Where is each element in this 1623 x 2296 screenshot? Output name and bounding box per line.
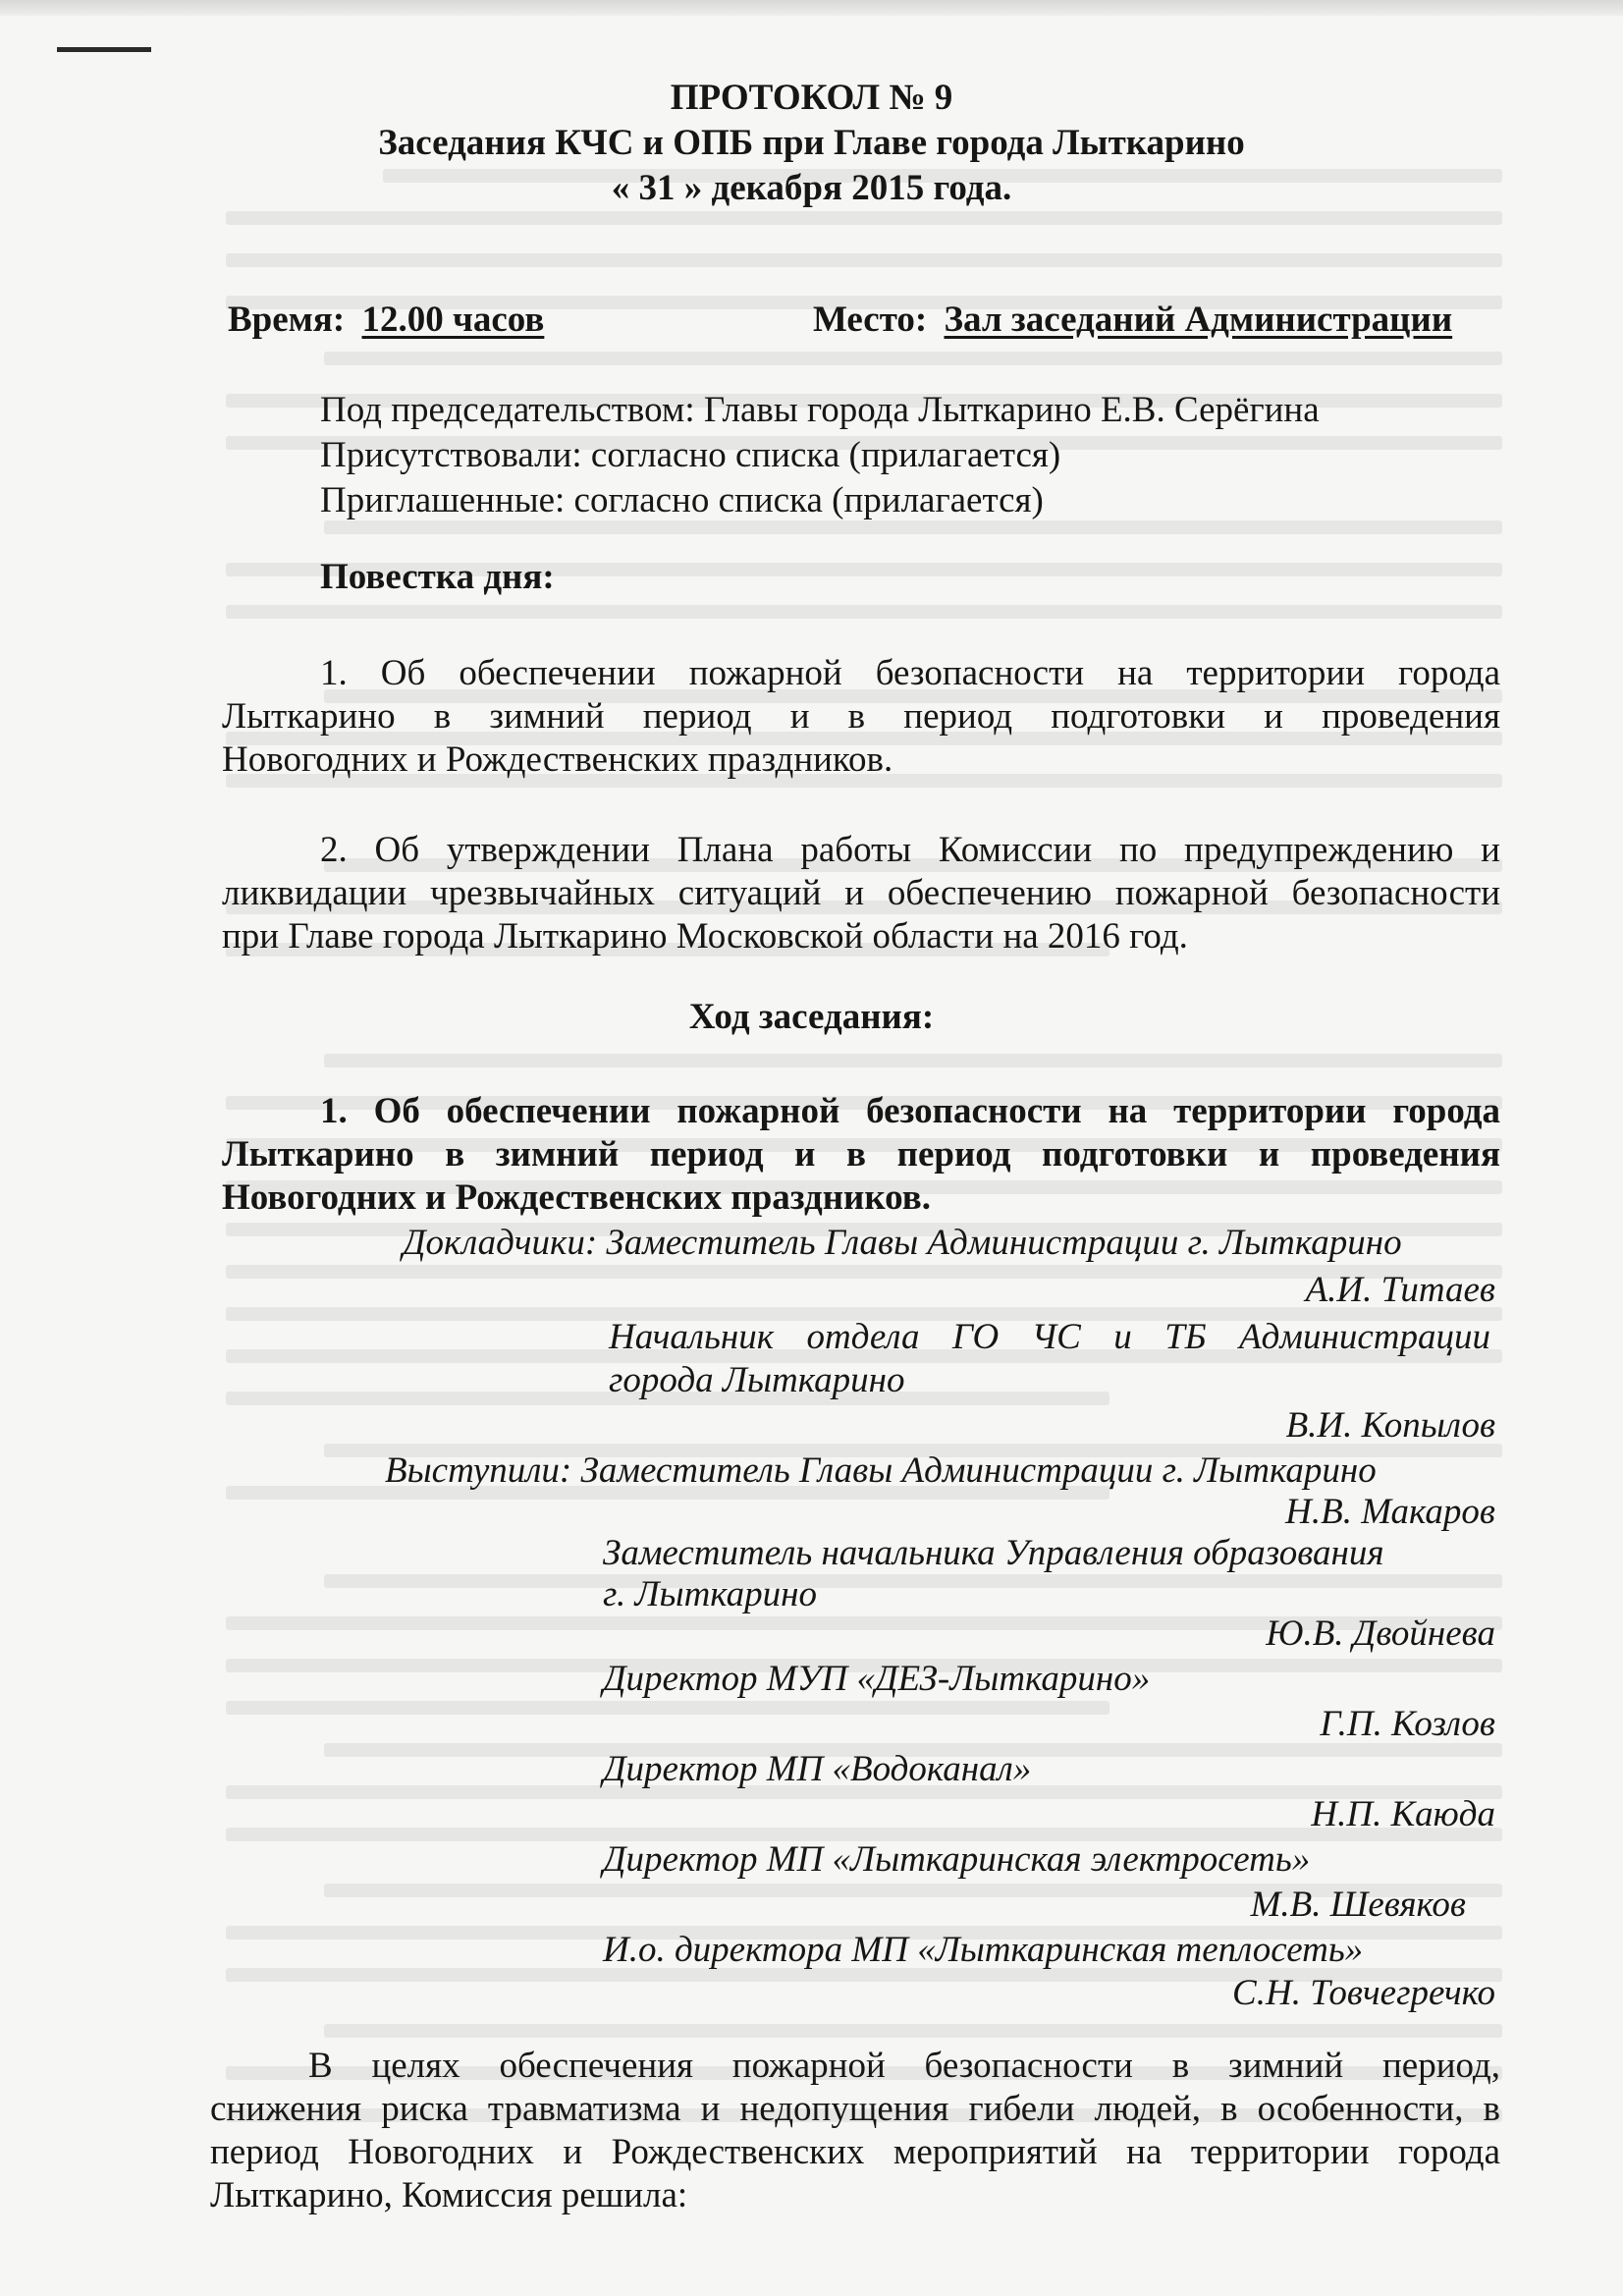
speakers-label: Докладчики: — [403, 1223, 598, 1263]
time-value: 12.00 часов — [361, 300, 545, 340]
agenda-item-2-line-2: ликвидации чрезвычайных ситуаций и обеспечению пожарной безопасности — [222, 873, 1500, 913]
presenter-2-position-line-1: Заместитель начальника Управления образования — [603, 1533, 1384, 1573]
attendees-line: Присутствовали: согласно списка (прилагается) — [320, 435, 1061, 475]
agenda-item-1-line-3: Новогодних и Рождественских праздников. — [222, 739, 893, 780]
presenter-1-name: Н.В. Макаров — [1285, 1492, 1495, 1532]
presenter-3-position: Директор МУП «ДЕЗ-Лыткарино» — [603, 1659, 1151, 1699]
presenter-2-name: Ю.В. Двойнева — [1266, 1613, 1495, 1654]
decision-line-2: снижения риска травматизма и недопущения гибели людей, в особенности, в — [210, 2089, 1500, 2129]
protocol-title: ПРОТОКОЛ № 9 — [670, 78, 953, 118]
agenda-item-1 — [222, 652, 1500, 782]
speaker-2-position-line-1: Начальник отдела ГО ЧС и ТБ Администрации — [609, 1317, 1490, 1357]
speaker-1-position: Заместитель Главы Администрации г. Лыткарино — [606, 1223, 1402, 1263]
agenda-heading: Повестка дня: — [320, 557, 555, 597]
presenter-4-name: Н.П. Каюда — [1311, 1794, 1495, 1834]
presenter-5-name: М.В. Шевяков — [1250, 1885, 1466, 1925]
place-label: Место: — [813, 300, 928, 340]
proceedings-topic-1 — [222, 1090, 1500, 1220]
speaker-2-position-block — [609, 1316, 1490, 1402]
proceedings-heading: Ход заседания: — [688, 997, 935, 1037]
decision-line-1: В целях обеспечения пожарной безопасности в зимний период, — [308, 2046, 1500, 2086]
presenters-line-1 — [385, 1449, 1377, 1493]
agenda-item-2-line-3: при Главе города Лыткарино Московской области на 2016 год. — [222, 916, 1188, 957]
agenda-item-2 — [222, 829, 1500, 958]
time-field — [228, 299, 544, 342]
protocol-subtitle: Заседания КЧС и ОПБ при Главе города Лыткарино — [378, 123, 1245, 163]
agenda-item-2-line-1: 2. Об утверждении Плана работы Комиссии по предупреждению и — [320, 830, 1500, 870]
agenda-item-1-line-2: Лыткарино в зимний период и в период подготовки и проведения — [222, 696, 1500, 737]
decision-line-3: период Новогодних и Рождественских мероприятий на территории города — [210, 2132, 1500, 2172]
protocol-date: « 31 » декабря 2015 года. — [611, 168, 1012, 208]
presenters-label: Выступили: — [385, 1450, 572, 1491]
place-field — [813, 299, 1452, 342]
speaker-2-name: В.И. Копылов — [1285, 1405, 1495, 1446]
decision-line-4: Лыткарино, Комиссия решила: — [210, 2175, 688, 2215]
topic-1-line-1: 1. Об обеспечении пожарной безопасности на территории города — [320, 1091, 1500, 1131]
presenter-1-position: Заместитель Главы Администрации г. Лыткарино — [580, 1450, 1377, 1491]
presenter-3-name: Г.П. Козлов — [1320, 1704, 1495, 1744]
place-value: Зал заседаний Администрации — [944, 300, 1453, 340]
topic-1-line-3: Новогодних и Рождественских праздников. — [222, 1177, 931, 1218]
time-label: Время: — [228, 300, 346, 340]
speakers-line-1 — [403, 1222, 1402, 1265]
presenter-5-position: Директор МП «Лыткаринская электросеть» — [603, 1839, 1311, 1880]
chairperson-line: Под председательством: Главы города Лыткарино Е.В. Серёгина — [320, 390, 1320, 430]
topic-1-line-2: Лыткарино в зимний период и в период подготовки и проведения — [222, 1134, 1500, 1175]
speaker-1-name: А.И. Титаев — [1305, 1270, 1495, 1310]
decision-paragraph — [210, 2045, 1500, 2217]
presenter-6-position: И.о. директора МП «Лыткаринская теплосеть» — [603, 1930, 1364, 1970]
presenter-6-name: С.Н. Товчегречко — [1232, 1973, 1495, 2013]
agenda-item-1-line-1: 1. Об обеспечении пожарной безопасности на территории города — [320, 653, 1500, 693]
presenter-4-position: Директор МП «Водоканал» — [603, 1749, 1032, 1789]
speaker-2-position-line-2: города Лыткарино — [609, 1360, 905, 1400]
presenter-2-position-line-2: г. Лыткарино — [603, 1574, 818, 1614]
invited-line: Приглашенные: согласно списка (прилагается) — [320, 480, 1044, 520]
